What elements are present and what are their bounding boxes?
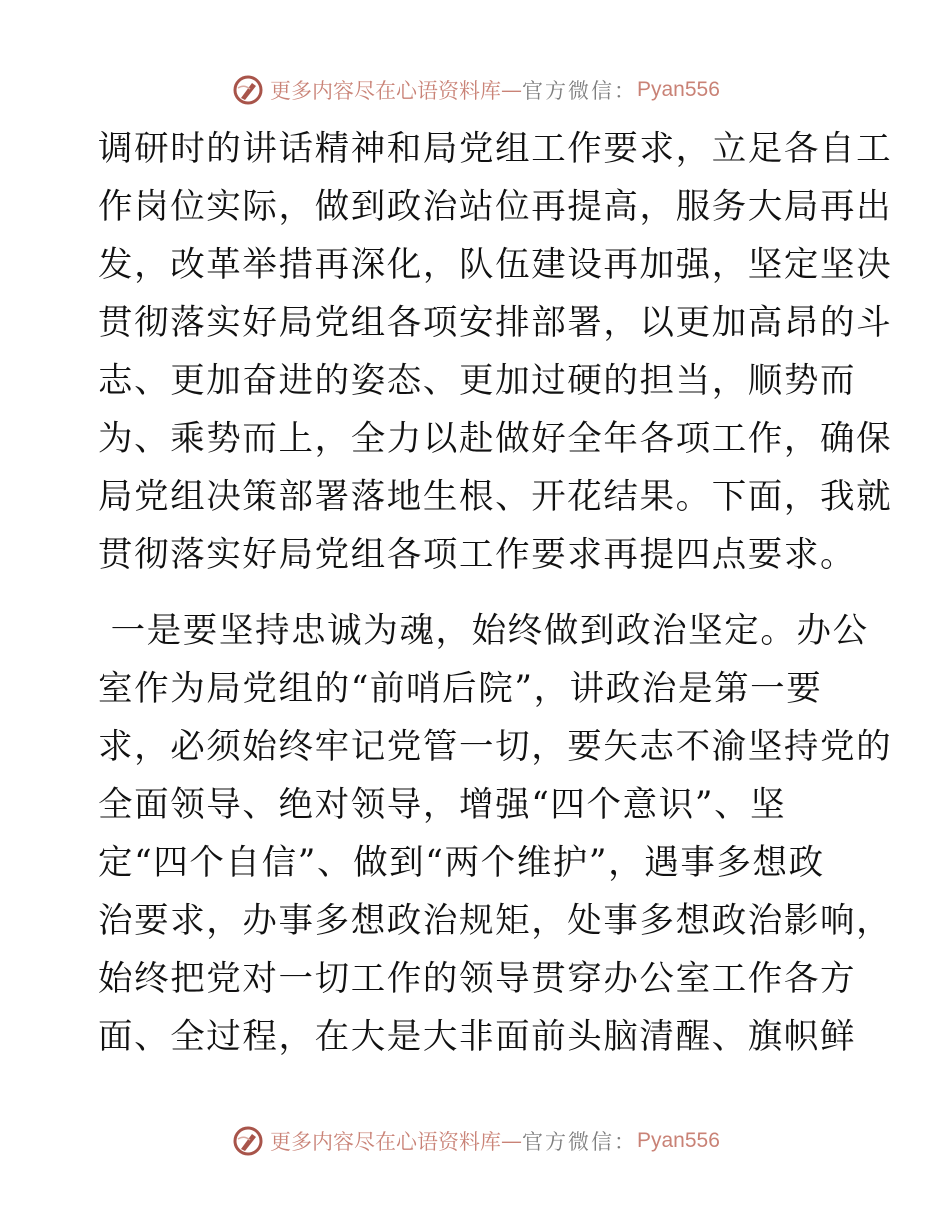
paragraph-point-one xyxy=(98,602,893,1066)
text-line: 作岗位实际，做到政治站位再提高，服务大局再出 xyxy=(98,187,893,227)
text-line: 发，改革举措再深化，队伍建设再加强，坚定坚决 xyxy=(98,245,893,285)
paragraph-intro xyxy=(98,120,893,584)
text-line: 调研时的讲话精神和局党组工作要求，立足各自工 xyxy=(98,129,893,169)
watermark-site-text: 更多内容尽在心语资料库 xyxy=(270,79,501,103)
text-line: 室作为局党组的“前哨后院”，讲政治是第一要 xyxy=(98,669,823,709)
text-line: 志、更加奋进的姿态、更加过硬的担当，顺势而 xyxy=(98,361,857,401)
watermark-wechat-label: 官方微信： xyxy=(522,1130,637,1154)
watermark-dash: — xyxy=(501,78,522,102)
text-line: 始终把党对一切工作的领导贯穿办公室工作各方 xyxy=(98,959,857,999)
text-line: 治要求，办事多想政治规矩，处事多想政治影响， xyxy=(98,901,893,941)
text-line: 贯彻落实好局党组各项工作要求再提四点要求。 xyxy=(98,535,857,575)
footer-watermark xyxy=(232,1124,720,1158)
header-watermark xyxy=(232,73,720,107)
text-line: 面、全过程，在大是大非面前头脑清醒、旗帜鲜 xyxy=(98,1017,857,1057)
pen-nib-logo-icon xyxy=(232,1125,264,1157)
watermark-wechat-id: Pyan556 xyxy=(637,78,720,101)
watermark-wechat-id: Pyan556 xyxy=(637,1129,720,1152)
text-line: 全面领导、绝对领导，增强“四个意识”、坚 xyxy=(98,785,787,825)
text-line: 求，必须始终牢记党管一切，要矢志不渝坚持党的 xyxy=(98,727,893,767)
paragraph-gap xyxy=(98,584,858,602)
watermark-dash: — xyxy=(501,1129,522,1153)
text-line: 局党组决策部署落地生根、开花结果。下面，我就 xyxy=(98,477,893,517)
text-line: 为、乘势而上，全力以赴做好全年各项工作，确保 xyxy=(98,419,893,459)
pen-nib-logo-icon xyxy=(232,74,264,106)
text-line: 定“四个自信”、做到“两个维护”，遇事多想政 xyxy=(98,843,825,883)
watermark-site-text: 更多内容尽在心语资料库 xyxy=(270,1130,501,1154)
watermark-wechat-label: 官方微信： xyxy=(522,79,637,103)
text-line: 贯彻落实好局党组各项安排部署，以更加高昂的斗 xyxy=(98,303,893,343)
document-body xyxy=(98,120,893,1066)
text-line: 一是要坚持忠诚为魂，始终做到政治坚定。办公 xyxy=(98,611,869,651)
